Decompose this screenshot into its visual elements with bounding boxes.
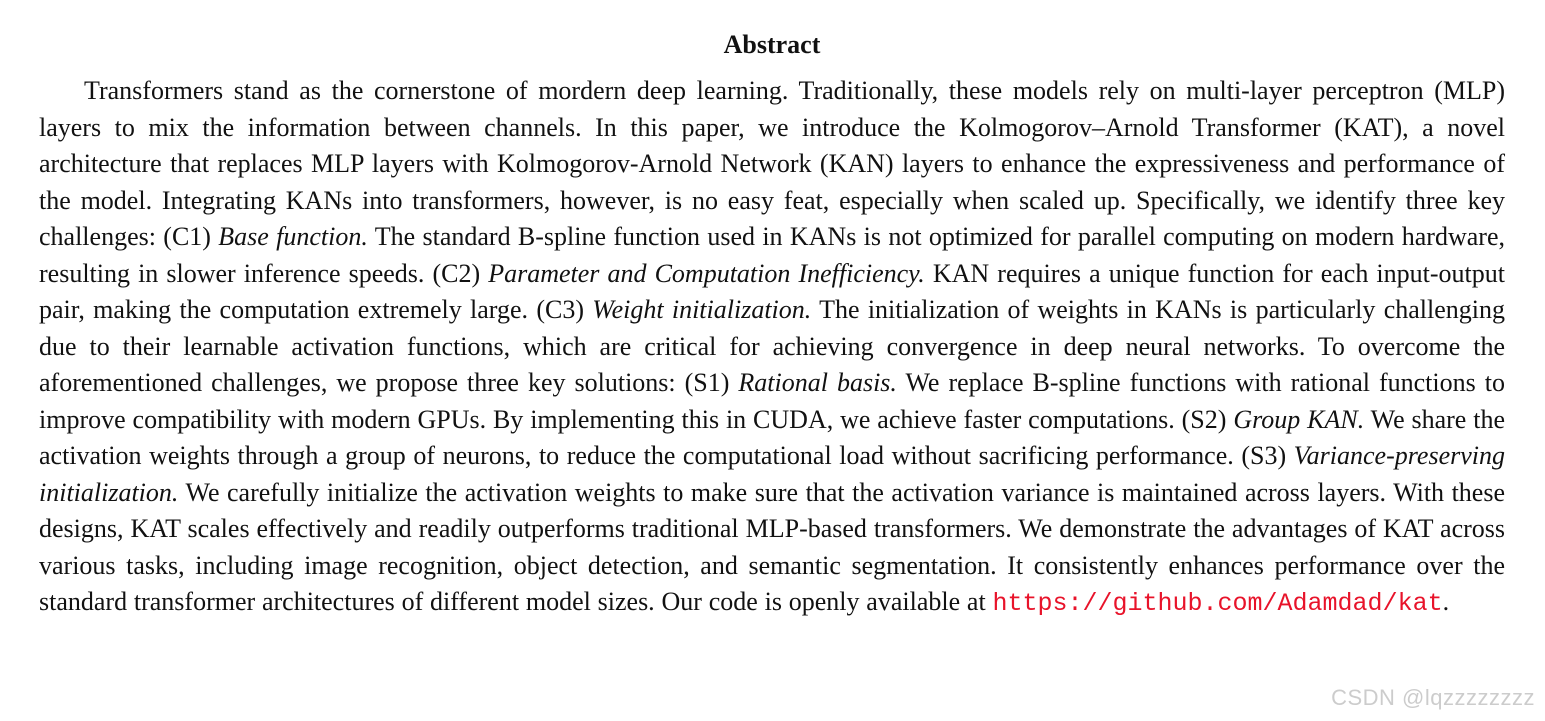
code-repository-link[interactable]: https://github.com/Adamdad/kat [992,589,1443,618]
abstract-italic-term: Variance-preserving initialization. [39,441,1505,507]
abstract-text: KAN requires a unique function for each input-output pair, making the computation extremely large. (C3) [39,258,1505,324]
abstract-italic-term: Parameter and Computation Inefficiency. [488,258,925,288]
abstract-text: The standard B-spline function used in KANs is not optimized for parallel computing on modern hardware, resulting in slower inference speeds. (C2) [39,222,1505,288]
abstract-text: Transformers stand as the cornerstone of mordern deep learning. Traditionally, these models rely on multi-layer perceptron (MLP) layers to mix the information between channels. In this paper, we introduce the Kolmogorov–Arnold Transformer (KAT), a novel architecture that replaces MLP layers with Kolmogorov-Arnold Network (KAN) layers to enhance the expressiveness and performance of the model. Integrating KANs into transformers, however, is no easy feat, especially when scaled up. Specifically, we identify three key challenges: (C1) [39,76,1505,251]
paper-page [39,27,1505,623]
abstract-text: We share the activation weights through a group of neurons, to reduce the computational load without sacrificing performance. (S3) [39,404,1505,470]
abstract-italic-term: Base function. [218,222,368,251]
abstract-heading: Abstract [723,30,821,59]
abstract-italic-term: Group KAN. [1233,404,1365,434]
abstract-text: . [1442,587,1450,616]
abstract-paragraph [39,73,1505,623]
csdn-watermark: CSDN @lqzzzzzzzz [1331,685,1535,710]
abstract-italic-term: Weight initialization. [592,295,812,324]
abstract-italic-term: Rational basis. [738,368,897,397]
abstract-text: The initialization of weights in KANs is particularly challenging due to their learnable activation functions, which are critical for achieving convergence in deep neural networks. To overcome the aforementioned challenges, we propose three key solutions: (S1) [39,295,1505,397]
abstract-text: We replace B-spline functions with rational functions to improve compatibility with modern GPUs. By implementing this in CUDA, we achieve faster computations. (S2) [39,368,1505,434]
abstract-text: We carefully initialize the activation weights to make sure that the activation variance is maintained across layers. With these designs, KAT scales effectively and readily outperforms traditional MLP-based transformers. We demonstrate the advantages of KAT across various tasks, including image recognition, object detection, and semantic segmentation. It consistently enhances performance over the standard transformer architectures of different model sizes. Our code is openly available at [39,477,1505,616]
